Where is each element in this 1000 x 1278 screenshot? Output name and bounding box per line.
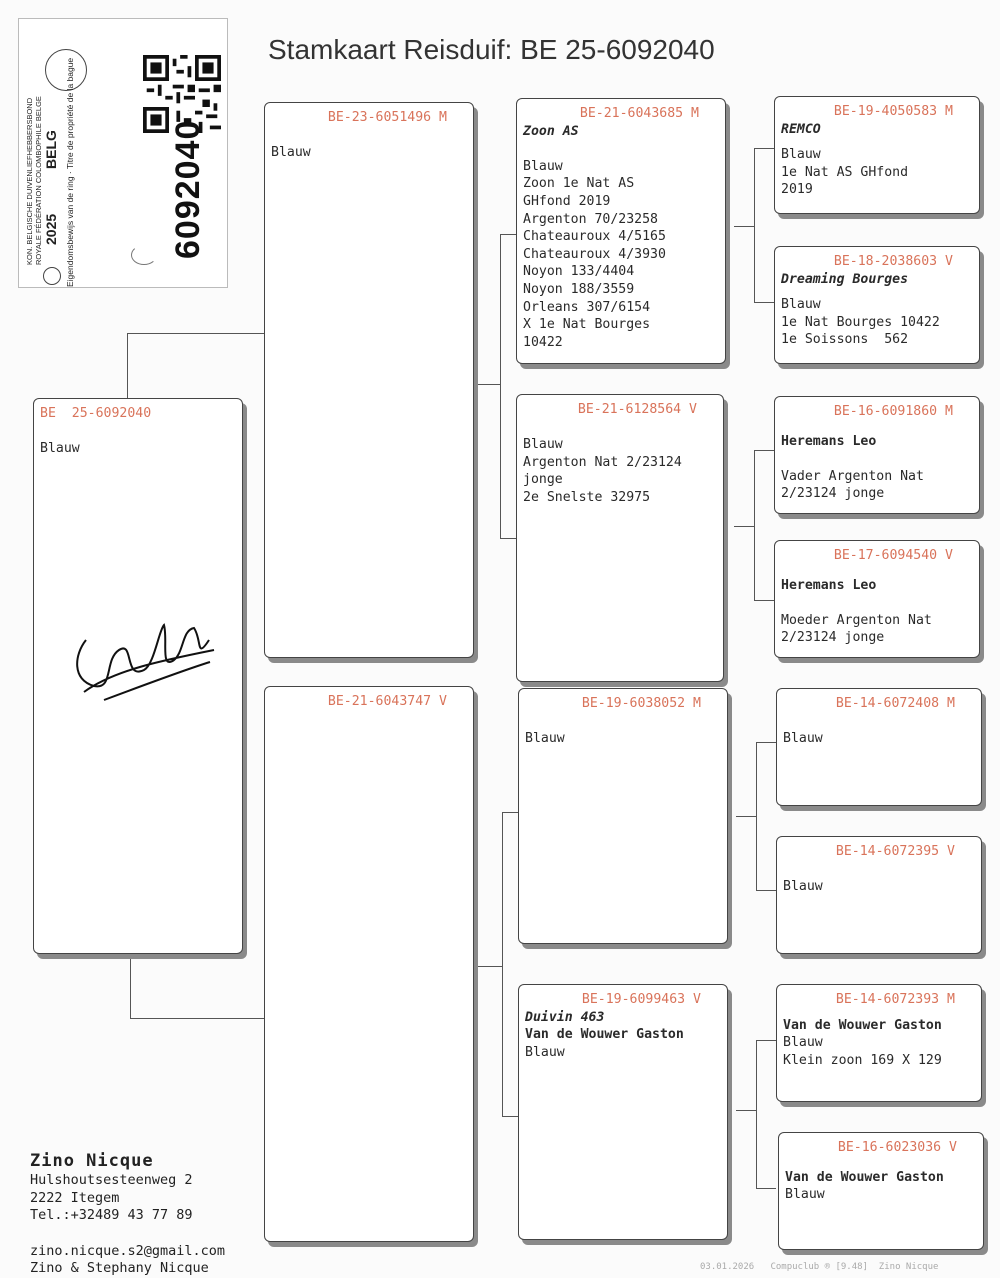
pigeon-info-line: 1e Soissons 562 bbox=[781, 332, 909, 348]
pigeon-box-father bbox=[264, 102, 474, 658]
pigeon-breeder: Van de Wouwer Gaston bbox=[525, 1027, 684, 1043]
pigeon-info-line: X 1e Nat Bourges bbox=[523, 317, 651, 333]
pigeon-box-mmf bbox=[776, 984, 982, 1102]
pigeon-info-line: 2019 bbox=[781, 182, 813, 198]
pigeon-info-line: Noyon 133/4404 bbox=[523, 264, 635, 280]
pigeon-box-mother-mother bbox=[518, 984, 728, 1240]
connector-line bbox=[754, 450, 755, 600]
ring-number: BE-21-6043685 M bbox=[579, 106, 699, 121]
pigeon-info-line: Chateauroux 4/5165 bbox=[523, 229, 666, 245]
pigeon-info-line: 2/23124 jonge bbox=[781, 486, 885, 502]
pigeon-name: REMCO bbox=[781, 121, 821, 137]
ring-number: BE-18-2038603 V bbox=[833, 254, 953, 269]
ring-number: BE-14-6072408 M bbox=[835, 696, 955, 711]
connector-line bbox=[754, 148, 774, 149]
ring-card-country: BELG bbox=[43, 130, 59, 169]
pigeon-box-ffm bbox=[774, 246, 980, 364]
ring-card-org-nl: KON. BELGISCHE DUIVENLIEFHEBBERSBOND bbox=[25, 97, 34, 265]
ring-number: BE 25-6092040 bbox=[40, 406, 152, 421]
pigeon-breeder: Van de Wouwer Gaston bbox=[783, 1017, 942, 1033]
connector-line bbox=[756, 890, 776, 891]
connector-line bbox=[500, 538, 516, 539]
connector-line bbox=[756, 1188, 776, 1189]
pigeon-box-fff bbox=[774, 96, 980, 214]
owner-city: 2222 Itegem bbox=[30, 1189, 120, 1206]
connector-line bbox=[756, 1040, 757, 1188]
connector-line bbox=[734, 526, 754, 527]
ring-number: BE-14-6072393 M bbox=[835, 992, 955, 1007]
pigeon-box-mfm bbox=[776, 836, 982, 954]
pigeon-info-line: Argenton Nat 2/23124 bbox=[523, 454, 682, 470]
ring-number: BE-19-6038052 M bbox=[581, 696, 701, 711]
connector-line bbox=[736, 1110, 756, 1111]
ring-card-property-text: Eigendomsbewijs van de ring · Titre de propriété de la bague bbox=[65, 57, 75, 287]
ring-number: BE-21-6043747 V bbox=[327, 694, 447, 709]
pigeon-info-line: Blauw bbox=[523, 437, 563, 453]
pigeon-info-line: Blauw bbox=[781, 147, 821, 163]
pigeon-color: Blauw bbox=[783, 879, 823, 895]
connector-line bbox=[502, 812, 518, 813]
pigeon-box-mff bbox=[776, 688, 982, 806]
page-title: Stamkaart Reisduif: BE 25-6092040 bbox=[268, 34, 715, 65]
pigeon-box-fmm bbox=[774, 540, 980, 658]
pigeon-info-line: 10422 bbox=[523, 334, 563, 350]
pigeon-color: Blauw bbox=[525, 731, 565, 747]
connector-line bbox=[736, 816, 756, 817]
ring-card-number: 6092040 bbox=[169, 119, 207, 259]
connector-line bbox=[754, 302, 774, 303]
pigeon-info-line: Vader Argenton Nat bbox=[781, 468, 924, 484]
ring-number: BE-17-6094540 V bbox=[833, 548, 953, 563]
footer-print-info: 03.01.2026 Compuclub ® [9.48] Zino Nicque bbox=[700, 1262, 939, 1272]
ring-number: BE-16-6091860 M bbox=[833, 404, 953, 419]
pigeon-box-fmf bbox=[774, 396, 980, 514]
connector-line bbox=[130, 1018, 267, 1019]
connector-line bbox=[502, 1116, 518, 1117]
connector-line bbox=[734, 226, 754, 227]
pigeon-box-father-father bbox=[516, 98, 726, 364]
owner-names: Zino & Stephany Nicque bbox=[30, 1260, 209, 1276]
connector-line bbox=[500, 234, 501, 538]
pigeon-info-line: Moeder Argenton Nat bbox=[781, 612, 932, 628]
pigeon-info-line: 2/23124 jonge bbox=[781, 630, 885, 646]
pigeon-color: Blauw bbox=[40, 441, 80, 457]
ring-number: BE-16-6023036 V bbox=[837, 1140, 957, 1155]
pigeon-color: Blauw bbox=[783, 731, 823, 747]
owner-block bbox=[30, 1150, 225, 1278]
pigeon-info-line: Chateauroux 4/3930 bbox=[523, 246, 666, 262]
pigeon-info-line: Blauw bbox=[523, 158, 563, 174]
owner-email: zino.nicque.s2@gmail.com bbox=[30, 1242, 226, 1259]
pigeon-info-line: Noyon 188/3559 bbox=[523, 281, 635, 297]
connector-line bbox=[754, 600, 774, 601]
ring-number: BE-21-6128564 V bbox=[577, 402, 697, 417]
ring-ownership-card bbox=[18, 18, 228, 288]
owner-street: Hulshoutsesteenweg 2 bbox=[30, 1172, 193, 1188]
pigeon-name: Dreaming Bourges bbox=[781, 271, 909, 287]
ring-number: BE-14-6072395 V bbox=[835, 844, 955, 859]
pigeon-info-line: 1e Nat Bourges 10422 bbox=[781, 314, 940, 330]
pigeon-info-line: Blauw bbox=[783, 1035, 823, 1051]
connector-line bbox=[476, 384, 500, 385]
connector-line bbox=[756, 742, 757, 890]
pigeon-box-mmm bbox=[778, 1132, 984, 1250]
pigeon-info-line: Argenton 70/23258 bbox=[523, 211, 658, 227]
ring-card-hole-mark bbox=[131, 245, 157, 265]
ring-card-org-fr: ROYALE FÉDÉRATION COLOMBOPHILE BELGE bbox=[34, 96, 43, 265]
federation-seal-icon bbox=[43, 267, 61, 285]
ring-number: BE-23-6051496 M bbox=[327, 110, 447, 125]
connector-line bbox=[127, 333, 264, 334]
signature-icon bbox=[64, 600, 224, 710]
pigeon-box-father-mother bbox=[516, 394, 724, 682]
pigeon-info-line: jonge bbox=[523, 472, 563, 488]
pigeon-color: Blauw bbox=[271, 145, 311, 161]
connector-line bbox=[754, 450, 774, 451]
connector-line bbox=[500, 234, 516, 235]
pigeon-name: Zoon AS bbox=[523, 123, 579, 139]
pigeon-breeder: Van de Wouwer Gaston bbox=[785, 1169, 944, 1185]
pigeon-color: Blauw bbox=[785, 1187, 825, 1203]
connector-line bbox=[127, 333, 128, 398]
connector-line bbox=[754, 148, 755, 302]
pigeon-box-mother-father bbox=[518, 688, 728, 944]
connector-line bbox=[502, 812, 503, 1116]
ring-number: BE-19-6099463 V bbox=[581, 992, 701, 1007]
pigeon-info-line: Blauw bbox=[781, 297, 821, 313]
pigeon-color: Blauw bbox=[525, 1044, 565, 1060]
pigeon-breeder: Heremans Leo bbox=[781, 433, 877, 449]
pigeon-breeder: Heremans Leo bbox=[781, 577, 877, 593]
pigeon-box-mother bbox=[264, 686, 474, 1242]
pigeon-info-line: GHfond 2019 bbox=[523, 193, 611, 209]
connector-line bbox=[476, 966, 502, 967]
pigeon-info-line: 1e Nat AS GHfond bbox=[781, 164, 909, 180]
connector-line bbox=[756, 1040, 776, 1041]
owner-phone: Tel.:+32489 43 77 89 bbox=[30, 1207, 193, 1223]
connector-line bbox=[130, 956, 131, 1018]
connector-line bbox=[756, 742, 776, 743]
pigeon-name: Duivin 463 bbox=[525, 1009, 605, 1025]
owner-name: Zino Nicque bbox=[30, 1151, 154, 1171]
pigeon-info-line: Zoon 1e Nat AS bbox=[523, 176, 635, 192]
pigeon-info-line: Klein zoon 169 X 129 bbox=[783, 1052, 942, 1068]
ring-card-year: 2025 bbox=[43, 213, 59, 245]
pigeon-info-line: Orleans 307/6154 bbox=[523, 299, 651, 315]
pigeon-info-line: 2e Snelste 32975 bbox=[523, 489, 651, 505]
ring-number: BE-19-4050583 M bbox=[833, 104, 953, 119]
